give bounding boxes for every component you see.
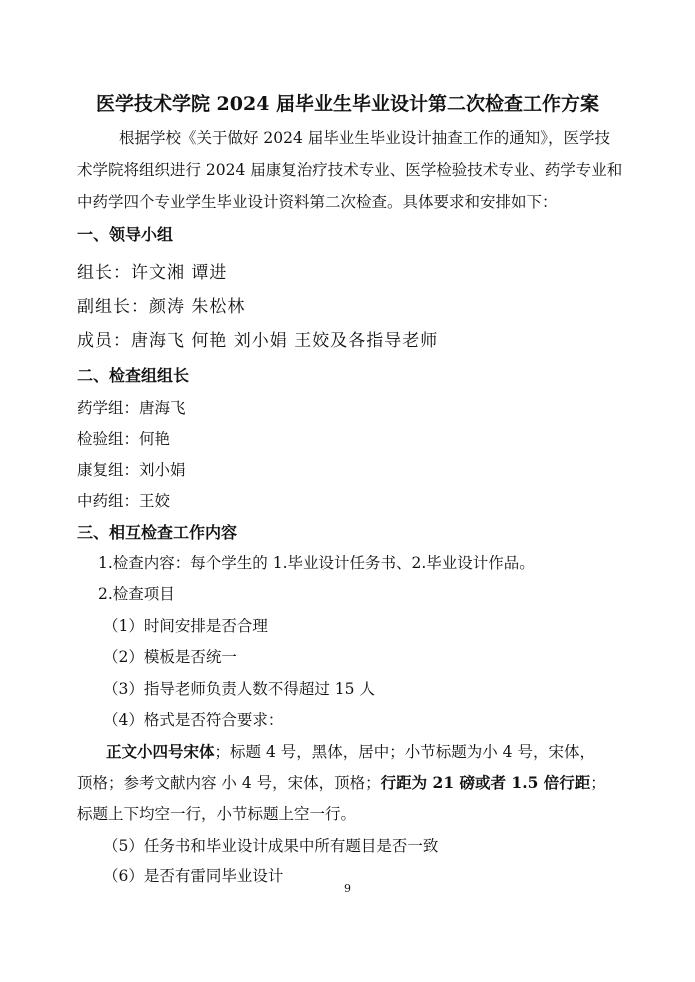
page-number: 9 [344,882,351,895]
group-tcm: 中药组：王姣 [77,492,171,510]
leader-line: 组长：许文湘 谭进 [77,263,228,283]
intro-line-1: 根据学校《关于做好 2024 届毕业生毕业设计抽查工作的通知》，医学技 [119,129,611,147]
format-bold-1: 正文小四号宋体 [106,742,215,761]
format-text-2b: ； [590,774,606,792]
check-item-5: （5）任务书和毕业设计成果中所有题目是否一致 [103,837,439,855]
format-line-3: 标题上下均空一行，小节标题上空一行。 [77,805,357,823]
section2-heading: 二、检查组组长 [77,366,190,385]
check-content: 1.检查内容：每个学生的 1.毕业设计任务书、2.毕业设计作品。 [98,554,535,572]
page-title: 医学技术学院 2024 届毕业生毕业设计第二次检查工作方案 [95,93,600,115]
deputy-line: 副组长：颜涛 朱松林 [77,297,246,317]
format-bold-2: 行距为 21 磅或者 1.5 倍行距 [380,773,591,792]
check-item-6: （6）是否有雷同毕业设计 [103,867,284,885]
check-item-1: （1）时间安排是否合理 [103,617,268,635]
check-item-3: （3）指导老师负责人数不得超过 15 人 [103,680,375,698]
group-pharmacy: 药学组：唐海飞 [77,399,186,417]
section1-heading: 一、领导小组 [77,225,174,244]
group-lab: 检验组：何艳 [77,430,171,448]
format-line-2 [77,771,606,793]
intro-line-3: 中药学四个专业学生毕业设计资料第二次检查。具体要求和安排如下： [77,193,558,211]
intro-line-2: 术学院将组织进行 2024 届康复治疗技术专业、医学检验技术专业、药学专业和 [77,161,623,179]
format-line-1 [106,740,595,762]
group-rehab: 康复组：刘小娟 [77,461,186,479]
format-text-1: ；标题 4 号，黑体，居中；小节标题为小 4 号，宋体， [214,743,595,761]
members-line: 成员：唐海飞 何艳 刘小娟 王姣及各指导老师 [77,331,439,351]
section3-heading: 三、相互检查工作内容 [77,523,238,542]
format-text-2a: 顶格；参考文献内容 小 4 号，宋体，顶格； [77,774,381,792]
check-items-title: 2.检查项目 [98,585,175,603]
check-item-4: （4）格式是否符合要求： [103,711,284,729]
check-item-2: （2）模板是否统一 [103,648,237,666]
